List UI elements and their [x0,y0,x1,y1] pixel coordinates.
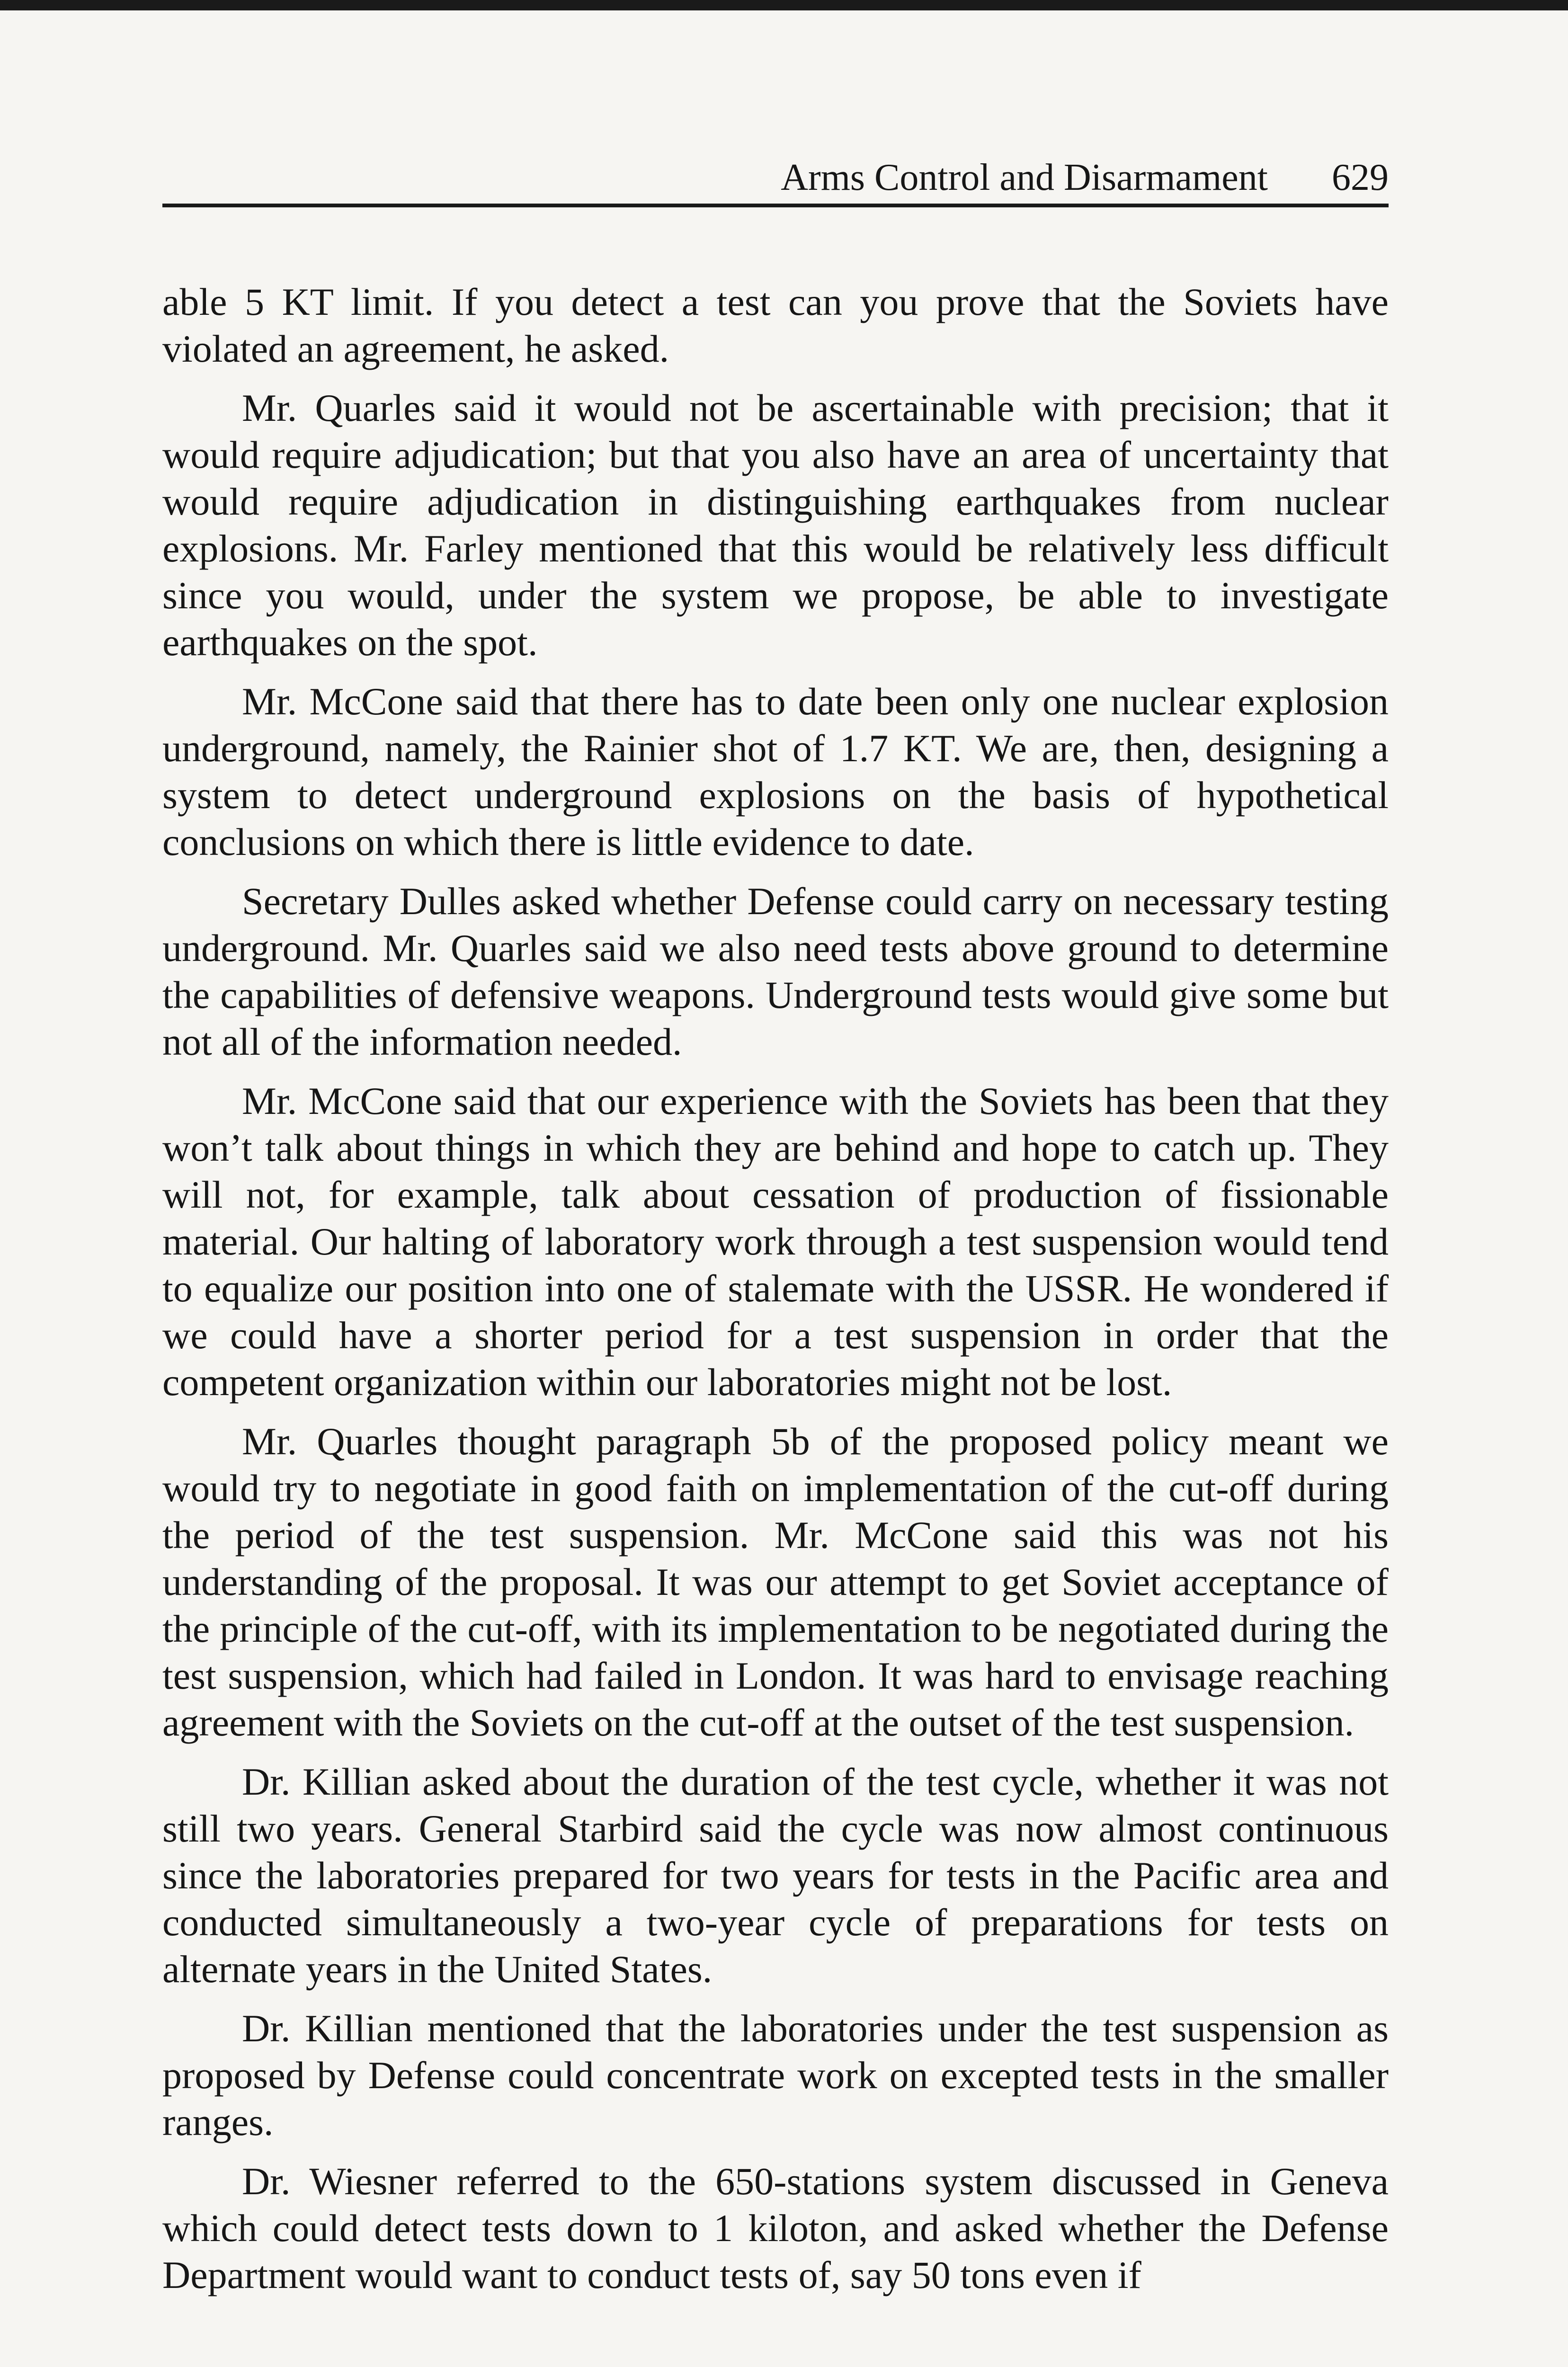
paragraph: Mr. McCone said that our experience with the Soviets has been that they won’t talk about things in which they are behind and hope to catch up. They will not, for example, talk about cessation of production of fissionable material. Our halting of laboratory work through a test suspension would tend to equalize our position into one of stalemate with the USSR. He wondered if we could have a shorter period for a test suspension in order that the competent organization within our laboratories might not be lost. [162,1079,1389,1404]
running-header [162,151,1389,207]
paragraph: Mr. Quarles said it would not be ascertainable with precision; that it would require adjudication; but that you also have an area of uncertainty that would require adjudication in distinguishing earthquakes from nuclear explosions. Mr. Farley mentioned that this would be relatively less difficult since you would, under the system we propose, be able to investigate earthquakes on the spot. [162,386,1389,664]
paragraph: Dr. Killian mentioned that the laboratories under the test suspension as proposed by Defense could concentrate work on excepted tests in the smaller ranges. [162,2007,1389,2144]
paragraph: Mr. Quarles thought paragraph 5b of the proposed policy meant we would try to negotiate in good faith on implementation of the cut-off during the period of the test suspension. Mr. McCone said this was not his understanding of the proposal. It was our attempt to get Soviet acceptance of the principle of the cut-off, with its implementation to be negotiated during the test suspension, which had failed in London. It was hard to envisage reaching agreement with the Soviets on the cut-off at the outset of the test suspension. [162,1420,1389,1744]
body-text [162,278,1389,2298]
document-page [162,151,1389,2311]
paragraph-continued: able 5 KT limit. If you detect a test can you prove that the Soviets have violated an agreement, he asked. [162,280,1389,370]
paragraph: Secretary Dulles asked whether Defense could carry on necessary testing underground. Mr. Quarles said we also need tests above ground to determine the capabilities of defensive weapons. Underground tests would give some but not all of the information needed. [162,880,1389,1063]
paragraph: Mr. McCone said that there has to date been only one nuclear explosion underground, namely, the Rainier shot of 1.7 KT. We are, then, designing a system to detect underground explosions on the basis of hypothetical conclusions on which there is little evidence to date. [162,680,1389,863]
paragraph: Dr. Wiesner referred to the 650-stations system discussed in Geneva which could detect tests down to 1 kiloton, and asked whether the Defense Department would want to conduct tests of, say 50 tons even if [162,2160,1389,2296]
page-top-edge [0,0,1568,10]
page-number: 629 [1332,157,1389,198]
paragraph: Dr. Killian asked about the duration of the test cycle, whether it was not still two years. General Starbird said the cycle was now almost continuous since the laboratories prepared for two years for tests in the Pacific area and conducted simultaneously a two-year cycle of preparations for tests on alternate years in the United States. [162,1760,1389,1991]
running-head-title: Arms Control and Disarmament [781,157,1268,198]
